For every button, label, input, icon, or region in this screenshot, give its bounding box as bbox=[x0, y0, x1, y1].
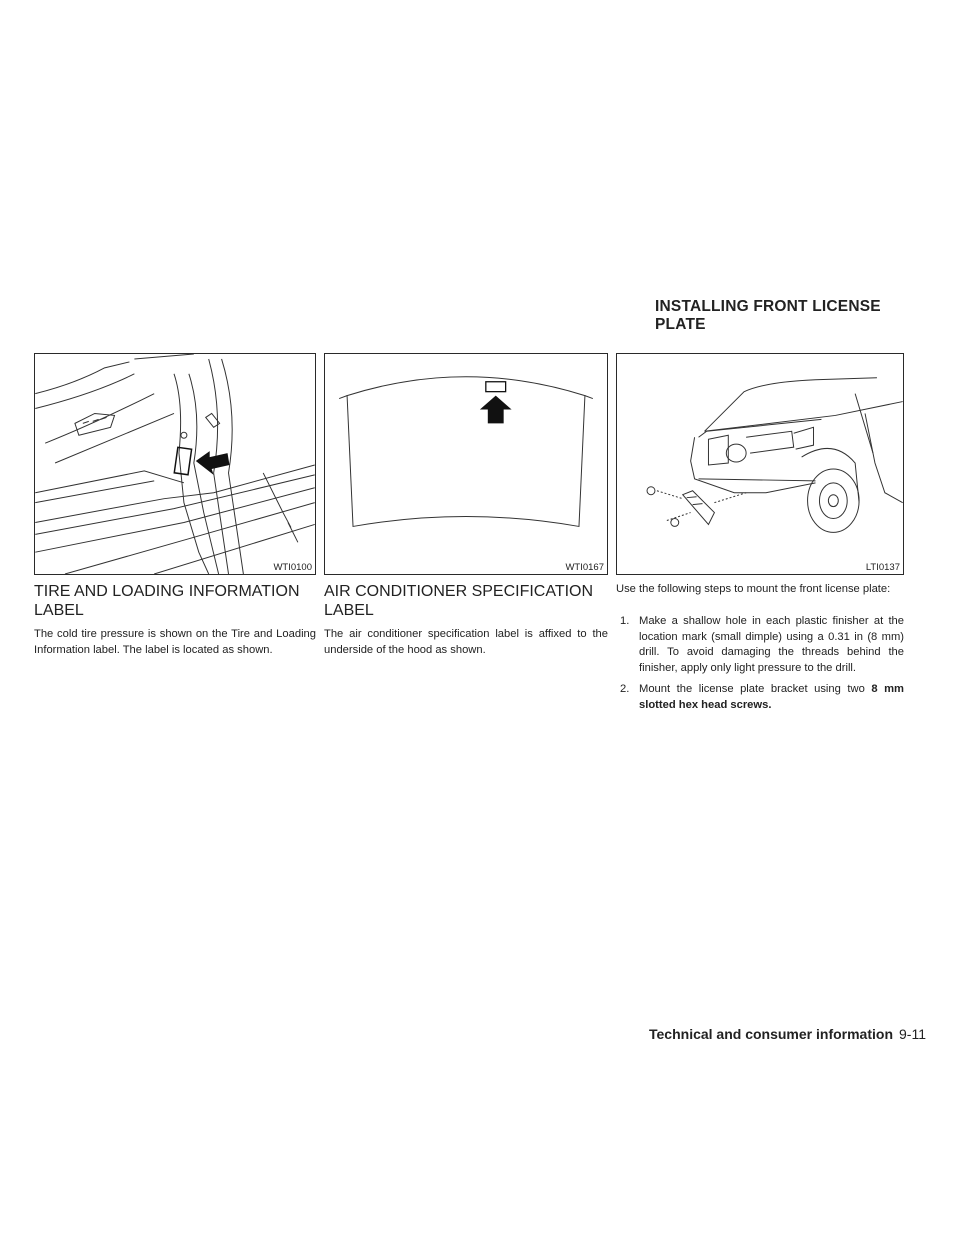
license-plate-intro: Use the following steps to mount the front license plate: bbox=[616, 583, 891, 595]
figure-code: WTI0100 bbox=[273, 562, 312, 573]
figure-code: WTI0167 bbox=[565, 562, 604, 573]
front-license-plate-bracket-illustration-icon bbox=[617, 354, 903, 574]
figure-tire-label bbox=[34, 353, 316, 575]
tire-label-title: TIRE AND LOADING INFORMATION LABEL bbox=[34, 583, 300, 619]
license-plate-steps bbox=[620, 614, 904, 719]
step-number: 2. bbox=[620, 683, 630, 695]
hood-underside-label-illustration-icon bbox=[325, 354, 607, 574]
step-text: Make a shallow hole in each plastic finisher at the location mark (small dimple) using a 0.31 in (8 mm) drill. To avoid damaging the threads behind the finisher, apply only light pressure to the drill. bbox=[639, 615, 904, 674]
figure-hood-label bbox=[324, 353, 608, 575]
ac-label-title: AIR CONDITIONER SPECIFICATION LABEL bbox=[324, 583, 594, 619]
footer-section: Technical and consumer information bbox=[649, 1026, 894, 1042]
step-bold-text: 8 mm slotted hex head screws. bbox=[639, 683, 904, 711]
step-text: Mount the license plate bracket using two bbox=[639, 683, 872, 695]
section-heading: INSTALLING FRONT LICENSE PLATE bbox=[655, 298, 881, 333]
tire-label-body: The cold tire pressure is shown on the Tire and Loading Information label. The label is located as shown. bbox=[34, 628, 316, 656]
page-footer bbox=[560, 1026, 926, 1042]
page-number: 9-11 bbox=[899, 1026, 926, 1042]
door-jamb-label-illustration-icon bbox=[35, 354, 315, 574]
figure-license-plate bbox=[616, 353, 904, 575]
ac-label-body: The air conditioner specification label is affixed to the underside of the hood as shown. bbox=[324, 628, 608, 656]
step-item bbox=[620, 614, 904, 676]
step-item bbox=[620, 682, 904, 713]
step-number: 1. bbox=[620, 615, 630, 627]
figure-code: LTI0137 bbox=[865, 562, 900, 573]
